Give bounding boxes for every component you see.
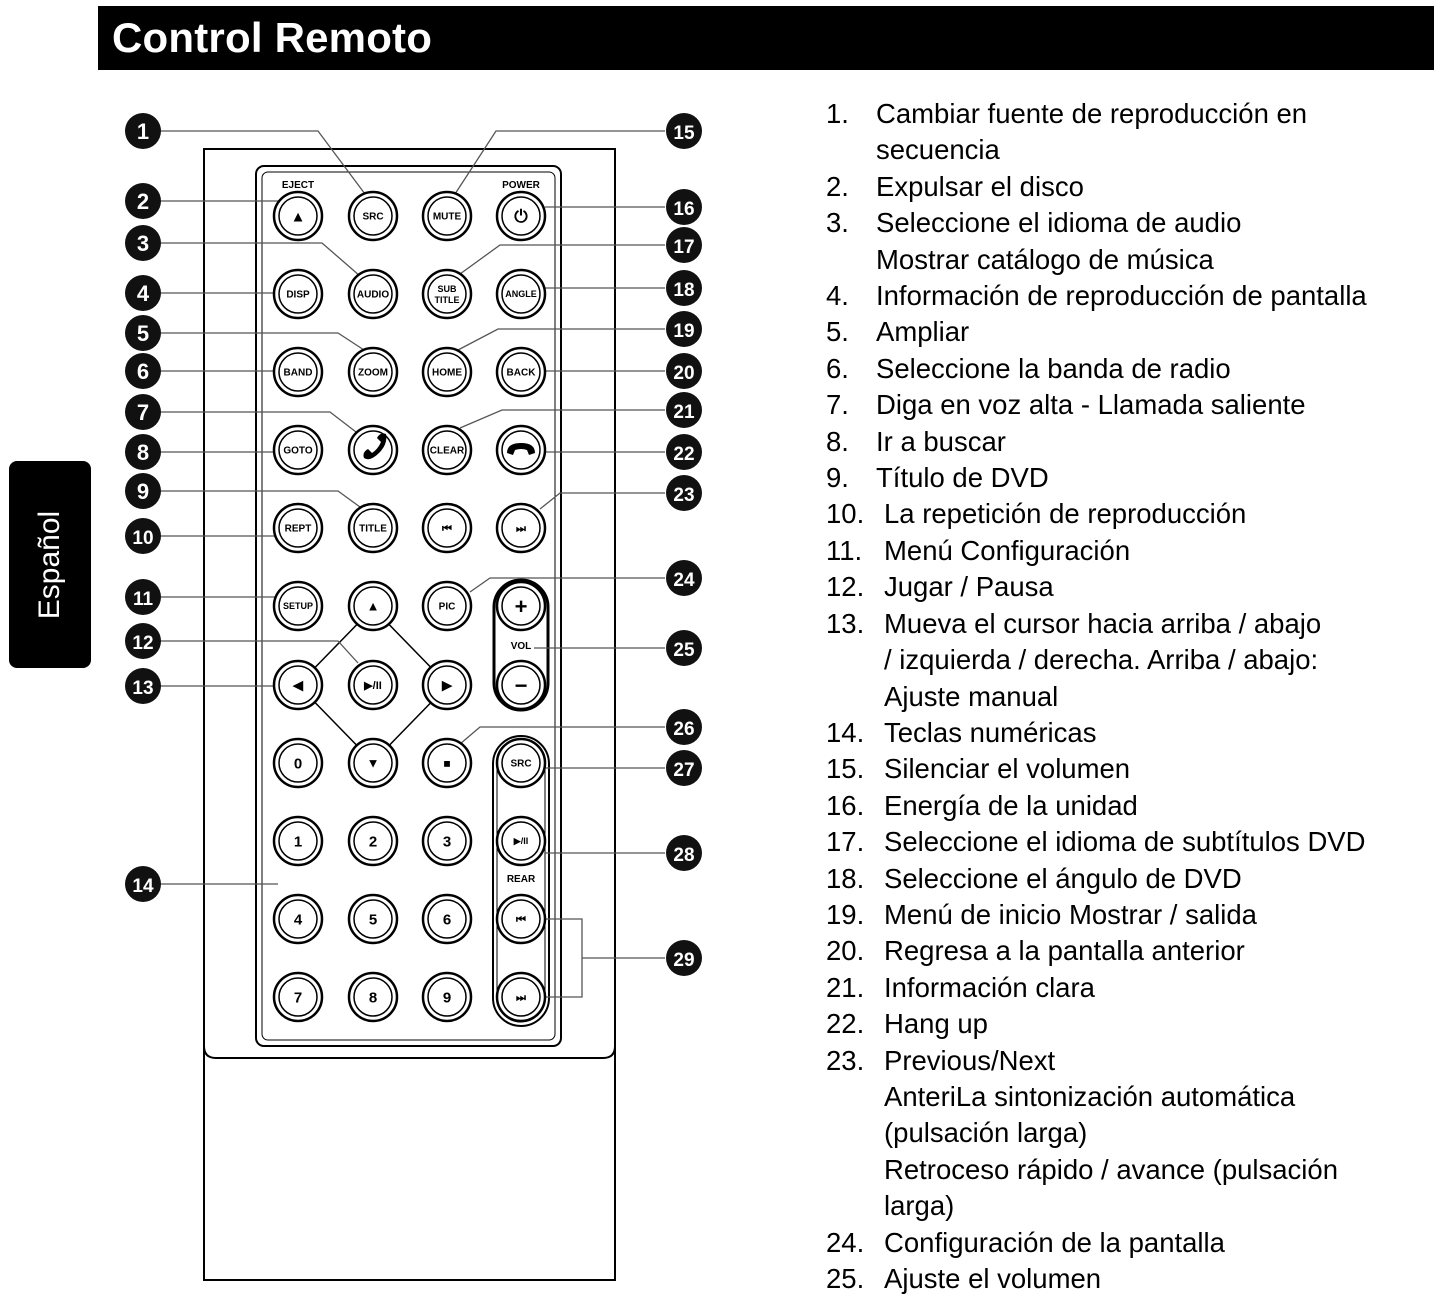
- leader-line: [460, 727, 665, 744]
- legend-item-number: 22.: [826, 1008, 865, 1040]
- play-pause-label: ▶/II: [364, 679, 382, 692]
- title-label: TITLE: [434, 295, 460, 305]
- callout-11: [125, 579, 161, 615]
- legend-item-text: [826, 569, 1432, 605]
- legend-item-text: [826, 788, 1432, 824]
- svg-text:22: 22: [673, 444, 695, 465]
- zoom-button[interactable]: [349, 348, 397, 396]
- legend-item-line: Expulsar el disco: [876, 170, 1084, 202]
- num-8-button[interactable]: [349, 973, 397, 1021]
- legend-item-number: 17.: [826, 826, 865, 858]
- callout-24: [666, 560, 702, 596]
- callout-23: [666, 475, 702, 511]
- callout-8: [125, 434, 161, 470]
- disp-label: DISP: [286, 289, 310, 301]
- num-1-button[interactable]: [274, 817, 322, 865]
- legend-item-text: [826, 496, 1432, 532]
- rear-src-label: SRC: [510, 758, 532, 770]
- band-button[interactable]: [274, 348, 322, 396]
- legend-item-line: Ampliar: [876, 316, 970, 348]
- prev-label: ⏮: [442, 522, 452, 535]
- legend-item-line: / izquierda / derecha. Arriba / abajo:: [884, 644, 1319, 676]
- legend-item-number: 2.: [826, 170, 849, 202]
- vol-plus-button[interactable]: [497, 582, 545, 630]
- legend-item: [826, 788, 1432, 824]
- src-button[interactable]: [349, 192, 397, 240]
- disp-button[interactable]: [274, 270, 322, 318]
- legend-item-number: 1.: [826, 98, 849, 129]
- function-legend: [826, 96, 1432, 1297]
- legend-item-line: Menú de inicio Mostrar / salida: [884, 898, 1257, 930]
- audio-button[interactable]: [349, 270, 397, 318]
- power-label: POWER: [502, 180, 540, 191]
- legend-item-text: [826, 970, 1432, 1006]
- sub-label: SUB: [437, 284, 457, 294]
- legend-item-line: Regresa a la pantalla anterior: [884, 935, 1245, 967]
- svg-text:19: 19: [673, 321, 695, 342]
- stop-label: ■: [443, 756, 451, 771]
- home-label: HOME: [432, 367, 462, 379]
- svg-text:12: 12: [132, 633, 154, 654]
- num-4-label: 4: [293, 911, 303, 929]
- legend-item-text: [826, 606, 1432, 715]
- legend-item: [826, 1261, 1432, 1297]
- svg-text:25: 25: [673, 640, 695, 661]
- legend-item: [826, 751, 1432, 787]
- num-3-button[interactable]: [423, 817, 471, 865]
- legend-item-line: Hang up: [884, 1008, 988, 1040]
- right-label: ▶: [442, 677, 452, 693]
- mute-label: MUTE: [432, 211, 462, 223]
- right-button[interactable]: [423, 661, 471, 709]
- legend-item-line: Seleccione el idioma de audio: [876, 207, 1242, 239]
- svg-text:1: 1: [136, 119, 150, 144]
- legend-item-text: [826, 824, 1432, 860]
- rear-prev-label: ⏮: [516, 913, 526, 926]
- setup-button[interactable]: [274, 582, 322, 630]
- svg-text:28: 28: [673, 845, 695, 866]
- mute-button[interactable]: [423, 192, 471, 240]
- callout-12: [125, 623, 161, 659]
- callout-16: [666, 189, 702, 225]
- legend-item-text: [826, 1006, 1432, 1042]
- callout-14: [125, 866, 161, 902]
- callout-29: [666, 940, 702, 976]
- leader-line: [160, 641, 358, 663]
- callout-20: [666, 353, 702, 389]
- legend-item: [826, 897, 1432, 933]
- leader-line: [540, 493, 665, 509]
- language-label: Español: [33, 510, 66, 619]
- num-0-label: 0: [293, 755, 303, 773]
- callout-13: [125, 668, 161, 704]
- clear-button[interactable]: [423, 426, 471, 474]
- home-button[interactable]: [423, 348, 471, 396]
- legend-item: [826, 1006, 1432, 1042]
- legend-item-number: 6.: [826, 352, 849, 384]
- legend-item-text: [826, 933, 1432, 969]
- angle-button[interactable]: [497, 270, 545, 318]
- leader-line: [545, 919, 582, 997]
- legend-item-line: Información de reproducción de pantalla: [876, 280, 1367, 312]
- legend-item-text: [826, 96, 1432, 169]
- legend-item: [826, 205, 1432, 278]
- legend-item-line: La repetición de reproducción: [884, 498, 1247, 530]
- callout-22: [666, 434, 702, 470]
- svg-text:16: 16: [673, 199, 695, 220]
- up-button[interactable]: [349, 582, 397, 630]
- page-title: Control Remoto: [112, 14, 433, 61]
- legend-item-number: 5.: [826, 316, 849, 348]
- callout-17: [666, 227, 702, 263]
- remote-lower-panel-line: [204, 1046, 615, 1058]
- legend-item-line: Seleccione la banda de radio: [876, 352, 1231, 384]
- leader-line: [460, 410, 665, 428]
- svg-text:21: 21: [673, 402, 695, 423]
- zoom-label: ZOOM: [358, 367, 388, 379]
- stop-button[interactable]: [423, 739, 471, 787]
- callout-25: [666, 630, 702, 666]
- legend-item-line: Información clara: [884, 971, 1095, 1003]
- callout-19: [666, 311, 702, 347]
- hangup-button[interactable]: [497, 426, 545, 474]
- legend-item: [826, 606, 1432, 715]
- legend-item-line: Previous/Next: [884, 1044, 1056, 1076]
- legend-item-line: Diga en voz alta - Llamada saliente: [876, 389, 1306, 421]
- legend-item-number: 7.: [826, 389, 849, 421]
- legend-item: [826, 1225, 1432, 1261]
- call-button[interactable]: [349, 426, 397, 474]
- pic-button[interactable]: [423, 582, 471, 630]
- down-button[interactable]: [349, 739, 397, 787]
- num-8-label: 8: [368, 989, 378, 1007]
- legend-item: [826, 715, 1432, 751]
- title-label: TITLE: [359, 523, 387, 535]
- legend-item-line: Mueva el cursor hacia arriba / abajo: [884, 607, 1322, 639]
- legend-item-number: 16.: [826, 789, 865, 821]
- vol-minus-label: −: [514, 672, 528, 698]
- down-label: ▼: [366, 755, 380, 771]
- svg-text:20: 20: [673, 363, 695, 384]
- vol-label: VOL: [510, 641, 532, 652]
- src-label: SRC: [362, 211, 384, 223]
- rear-next-button[interactable]: [497, 973, 545, 1021]
- legend-item: [826, 496, 1432, 532]
- legend-item-line: Energía de la unidad: [884, 789, 1138, 821]
- next-label: ⏭: [516, 522, 526, 535]
- num-7-label: 7: [293, 989, 303, 1007]
- clear-label: CLEAR: [429, 445, 465, 457]
- rear-label: REAR: [506, 874, 536, 885]
- legend-item-number: 15.: [826, 753, 865, 785]
- svg-text:29: 29: [673, 950, 695, 971]
- rear-play-label: ▶/II: [513, 836, 529, 847]
- power-button[interactable]: [497, 192, 545, 240]
- legend-item-text: [826, 751, 1432, 787]
- legend-item-line: Configuración de la pantalla: [884, 1226, 1225, 1258]
- callout-15: [666, 113, 702, 149]
- legend-item-text: [826, 1225, 1432, 1261]
- legend-item: [826, 933, 1432, 969]
- callout-21: [666, 392, 702, 428]
- svg-text:24: 24: [673, 570, 695, 591]
- audio-label: AUDIO: [356, 289, 390, 301]
- num-2-label: 2: [368, 833, 378, 851]
- callout-4: [125, 275, 161, 311]
- legend-item-line: Jugar / Pausa: [884, 571, 1054, 603]
- svg-text:23: 23: [673, 485, 695, 506]
- legend-item-number: 24.: [826, 1226, 865, 1258]
- svg-text:27: 27: [673, 760, 695, 781]
- svg-text:6: 6: [136, 359, 150, 384]
- legend-item-number: 13.: [826, 607, 865, 639]
- legend-item-line: larga): [884, 1190, 955, 1222]
- subtitle-button[interactable]: [423, 270, 471, 318]
- rear-prev-button[interactable]: [497, 895, 545, 943]
- leader-line: [460, 245, 665, 274]
- left-label: ◀: [293, 677, 303, 693]
- legend-item-text: [826, 460, 1432, 496]
- legend-item-line: Ir a buscar: [876, 425, 1006, 457]
- svg-text:15: 15: [673, 123, 695, 144]
- legend-item: [826, 460, 1432, 496]
- svg-text:13: 13: [132, 678, 154, 699]
- leader-line: [160, 491, 360, 507]
- band-label: BAND: [283, 367, 313, 379]
- legend-item-line: Seleccione el ángulo de DVD: [884, 862, 1242, 894]
- svg-text:4: 4: [136, 281, 150, 306]
- legend-item-line: secuencia: [876, 134, 1000, 166]
- angle-label: ANGLE: [505, 289, 537, 300]
- setup-label: SETUP: [282, 601, 314, 612]
- title-button[interactable]: [349, 504, 397, 552]
- callout-3: [125, 225, 161, 261]
- legend-item-text: [826, 387, 1432, 423]
- svg-text:7: 7: [136, 400, 150, 425]
- svg-text:8: 8: [136, 440, 150, 465]
- legend-item-number: 9.: [826, 462, 849, 494]
- legend-item-number: 14.: [826, 716, 865, 748]
- legend-item: [826, 314, 1432, 350]
- callout-27: [666, 750, 702, 786]
- vol-plus-label: +: [514, 593, 528, 619]
- callout-18: [666, 270, 702, 306]
- num-9-label: 9: [442, 989, 452, 1007]
- num-7-button[interactable]: [274, 973, 322, 1021]
- legend-item: [826, 351, 1432, 387]
- eject-button[interactable]: [274, 192, 322, 240]
- legend-item-text: [826, 533, 1432, 569]
- num-5-label: 5: [368, 911, 378, 929]
- leader-line: [160, 412, 356, 432]
- rept-label: REPT: [284, 523, 312, 535]
- legend-item-number: 8.: [826, 425, 849, 457]
- goto-button[interactable]: [274, 426, 322, 474]
- legend-item: [826, 169, 1432, 205]
- legend-item-text: [826, 1261, 1432, 1297]
- callout-10: [125, 518, 161, 554]
- pic-label: PIC: [438, 601, 456, 613]
- legend-item-number: 23.: [826, 1044, 865, 1076]
- svg-text:18: 18: [673, 280, 695, 301]
- legend-item-text: [826, 314, 1432, 350]
- rear-src-button[interactable]: [497, 739, 545, 787]
- legend-item-line: Mostrar catálogo de música: [876, 243, 1214, 275]
- callout-5: [125, 315, 161, 351]
- remote-body-outline: [204, 149, 615, 1280]
- svg-text:10: 10: [132, 528, 154, 549]
- legend-item-line: Seleccione el idioma de subtítulos DVD: [884, 826, 1366, 858]
- num-9-button[interactable]: [423, 973, 471, 1021]
- callout-28: [666, 835, 702, 871]
- legend-item-number: 20.: [826, 935, 865, 967]
- legend-item-line: Teclas numéricas: [884, 716, 1097, 748]
- legend-item-number: 10.: [826, 498, 865, 530]
- next-button[interactable]: [497, 504, 545, 552]
- legend-item: [826, 533, 1432, 569]
- callout-9: [125, 473, 161, 509]
- legend-item-number: 12.: [826, 571, 865, 603]
- svg-text:26: 26: [673, 719, 695, 740]
- legend-item-number: 25.: [826, 1263, 865, 1294]
- num-6-label: 6: [442, 911, 452, 929]
- vol-minus-button[interactable]: [497, 661, 545, 709]
- legend-item-line: Silenciar el volumen: [884, 753, 1131, 785]
- legend-item: [826, 1043, 1432, 1225]
- legend-item-text: [826, 424, 1432, 460]
- num-5-button[interactable]: [349, 895, 397, 943]
- num-0-button[interactable]: [274, 739, 322, 787]
- legend-item-text: [826, 278, 1432, 314]
- goto-label: GOTO: [283, 445, 313, 457]
- legend-item-number: 3.: [826, 207, 849, 239]
- num-2-button[interactable]: [349, 817, 397, 865]
- callout-26: [666, 709, 702, 745]
- prev-button[interactable]: [423, 504, 471, 552]
- legend-item-line: Título de DVD: [876, 462, 1049, 494]
- power-label: ⏻: [514, 207, 528, 227]
- legend-item: [826, 824, 1432, 860]
- legend-item-text: [826, 169, 1432, 205]
- eject-label: EJECT: [281, 180, 315, 191]
- legend-item-line: Cambiar fuente de reproducción en: [876, 98, 1308, 129]
- legend-item-line: AnteriLa sintonización automática: [884, 1080, 1296, 1112]
- rear-play-button[interactable]: [497, 817, 545, 865]
- legend-item-number: 11.: [826, 534, 863, 566]
- rear-next-label: ⏭: [516, 991, 526, 1004]
- svg-text:11: 11: [132, 589, 154, 610]
- legend-item: [826, 387, 1432, 423]
- back-label: BACK: [506, 367, 536, 379]
- legend-item-number: 19.: [826, 898, 865, 930]
- legend-item: [826, 278, 1432, 314]
- rept-button[interactable]: [274, 504, 322, 552]
- num-4-button[interactable]: [274, 895, 322, 943]
- svg-text:3: 3: [136, 231, 150, 256]
- legend-item: [826, 424, 1432, 460]
- num-1-label: 1: [293, 833, 303, 851]
- num-3-label: 3: [442, 833, 452, 851]
- callout-6: [125, 353, 161, 389]
- left-button[interactable]: [274, 661, 322, 709]
- callout-1: [125, 113, 161, 149]
- legend-item: [826, 861, 1432, 897]
- eject-label: ▲: [290, 208, 306, 226]
- legend-item-text: [826, 1043, 1432, 1225]
- play-pause-button[interactable]: [349, 661, 397, 709]
- up-label: ▲: [366, 598, 380, 614]
- legend-item-line: Ajuste el volumen: [884, 1263, 1102, 1294]
- svg-text:5: 5: [136, 321, 150, 346]
- callout-7: [125, 394, 161, 430]
- legend-item-line: Menú Configuración: [884, 534, 1131, 566]
- svg-text:9: 9: [136, 479, 150, 504]
- callout-2: [125, 183, 161, 219]
- legend-item: [826, 970, 1432, 1006]
- legend-item-text: [826, 205, 1432, 278]
- legend-item-number: 21.: [826, 971, 865, 1003]
- svg-text:17: 17: [673, 237, 695, 258]
- legend-item-text: [826, 351, 1432, 387]
- legend-item-number: 18.: [826, 862, 865, 894]
- legend-item-text: [826, 897, 1432, 933]
- legend-item: [826, 96, 1432, 169]
- legend-item-number: 4.: [826, 280, 849, 312]
- svg-text:14: 14: [132, 876, 154, 897]
- svg-text:2: 2: [136, 189, 150, 214]
- legend-item-text: [826, 715, 1432, 751]
- legend-item-line: (pulsación larga): [884, 1117, 1088, 1149]
- back-button[interactable]: [497, 348, 545, 396]
- legend-item-text: [826, 861, 1432, 897]
- leader-line: [160, 243, 360, 276]
- num-6-button[interactable]: [423, 895, 471, 943]
- legend-item: [826, 569, 1432, 605]
- legend-item-line: Ajuste manual: [884, 680, 1059, 712]
- legend-item-line: Retroceso rápido / avance (pulsación: [884, 1153, 1339, 1185]
